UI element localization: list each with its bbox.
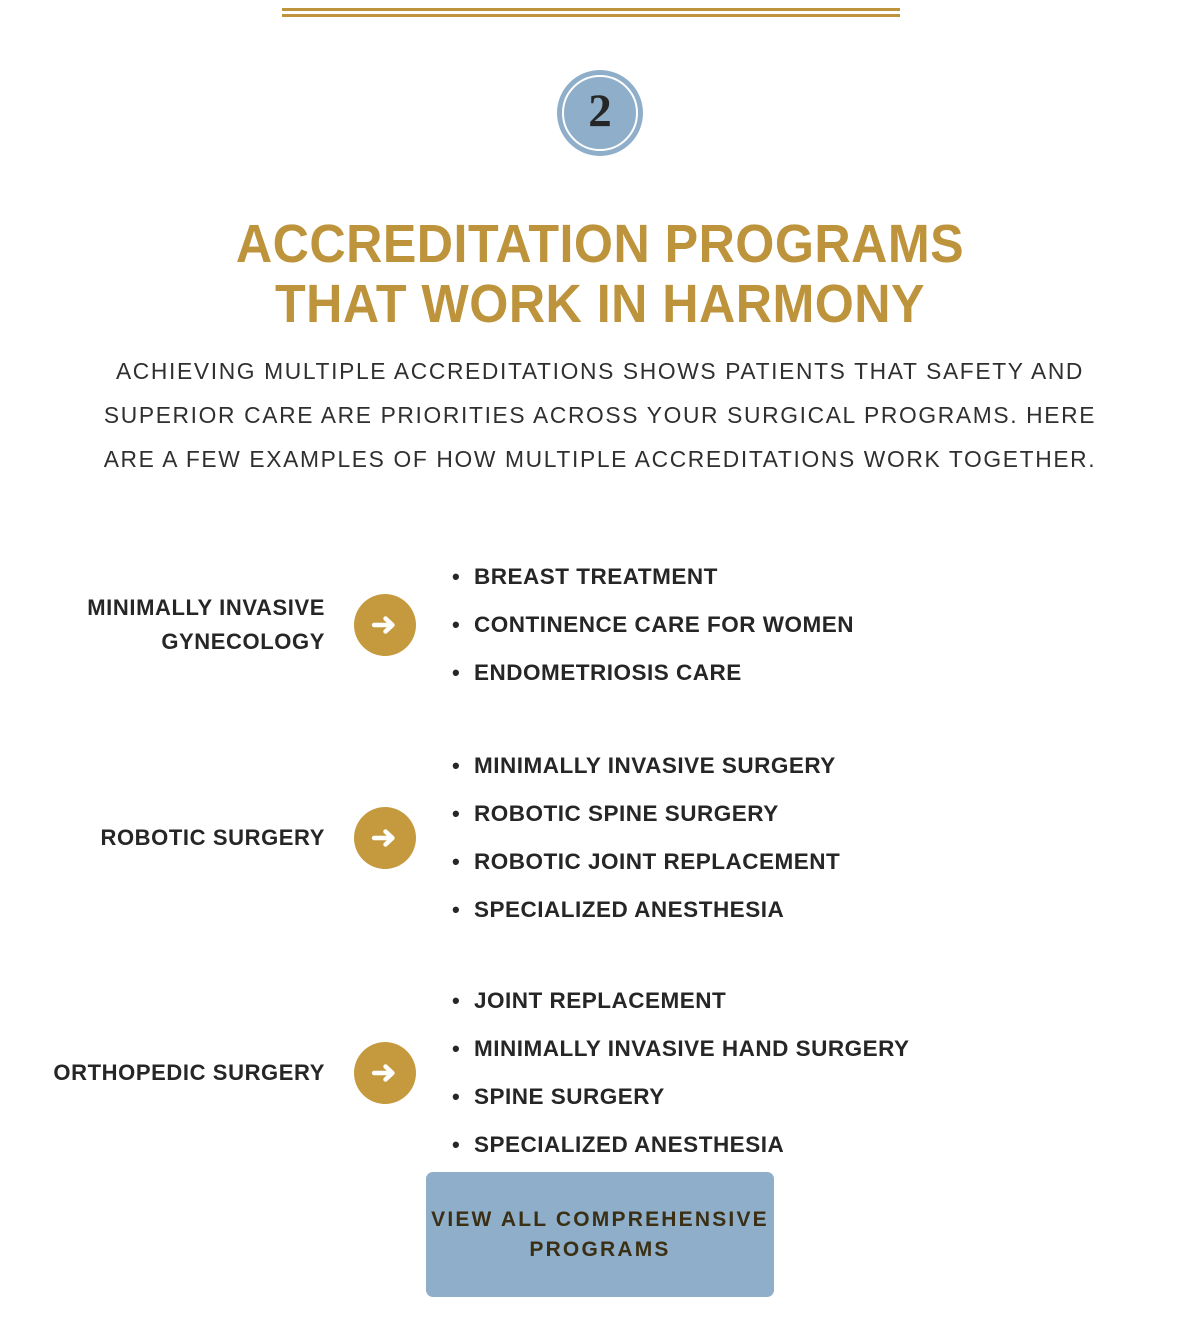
list-item [452,601,1200,649]
list-item-label: SPECIALIZED ANESTHESIA [474,896,785,922]
intro-paragraph: ACHIEVING MULTIPLE ACCREDITATIONS SHOWS PATIENTS THAT SAFETY AND SUPERIOR CARE ARE PRIORITIES ACROSS YOUR SURGICAL PROGRAMS. HERE ARE A FEW EXAMPLES OF HOW MULTIPLE ACCREDITATIONS WORK TOGETHER. [103,357,1097,472]
page-title-line-1: ACCREDITATION PROGRAMS [235,214,965,275]
list-item-label: CONTINENCE CARE FOR WOMEN [474,612,854,637]
arrow-right-icon [354,807,416,869]
view-all-comprehensive-programs-button[interactable]: VIEW ALL COMPREHENSIVE PROGRAMS [426,1172,774,1297]
list-item-label: BREAST TREATMENT [474,564,718,589]
list-item [452,649,1200,697]
bullet-icon: • [452,660,461,685]
step-number: 2 [588,85,612,137]
program-row [0,530,1200,720]
bullet-icon: • [452,896,461,922]
list-item [452,1121,1200,1169]
bullet-icon: • [452,1035,461,1061]
list-item-label: SPINE SURGERY [474,1083,665,1109]
program-arrow-cell [325,1042,445,1104]
program-item-list [445,742,1200,934]
step-badge-container [0,70,1200,156]
list-item-label: JOINT REPLACEMENT [474,987,727,1013]
program-arrow-cell [325,594,445,656]
program-arrow-cell [325,807,445,869]
program-item-list [445,553,1200,697]
program-row [0,720,1200,955]
arrow-right-icon [354,594,416,656]
list-item-label: MINIMALLY INVASIVE HAND SURGERY [474,1035,910,1061]
list-item-label: MINIMALLY INVASIVE SURGERY [474,752,836,778]
program-label: ORTHOPEDIC SURGERY [53,1059,325,1085]
list-item [452,1025,1200,1073]
list-item-label: ROBOTIC JOINT REPLACEMENT [474,848,841,874]
bullet-icon: • [452,1083,461,1109]
list-item [452,553,1200,601]
list-item [452,1073,1200,1121]
list-item [452,790,1200,838]
list-item-label: ENDOMETRIOSIS CARE [474,660,742,685]
bullet-icon: • [452,800,461,826]
top-divider [282,8,900,17]
bullet-icon: • [452,1131,461,1157]
list-item-label: SPECIALIZED ANESTHESIA [474,1131,785,1157]
list-item [452,742,1200,790]
cta-container [0,1172,1200,1297]
bullet-icon: • [452,848,461,874]
program-label: ROBOTIC SURGERY [100,824,325,850]
step-badge [557,70,643,156]
divider-line-lower [282,14,900,17]
bullet-icon: • [452,752,461,778]
bullet-icon: • [452,987,461,1013]
page-title-line-2: THAT WORK IN HARMONY [274,274,925,335]
program-item-list [445,977,1200,1169]
bullet-icon: • [452,612,461,637]
program-rows [0,530,1200,1190]
bullet-icon: • [452,564,461,589]
program-row [0,955,1200,1190]
list-item-label: ROBOTIC SPINE SURGERY [474,800,779,826]
arrow-right-icon [354,1042,416,1104]
list-item [452,977,1200,1025]
list-item [452,886,1200,934]
list-item [452,838,1200,886]
program-label: MINIMALLY INVASIVE GYNECOLOGY [87,595,325,654]
page-title [42,214,1158,334]
